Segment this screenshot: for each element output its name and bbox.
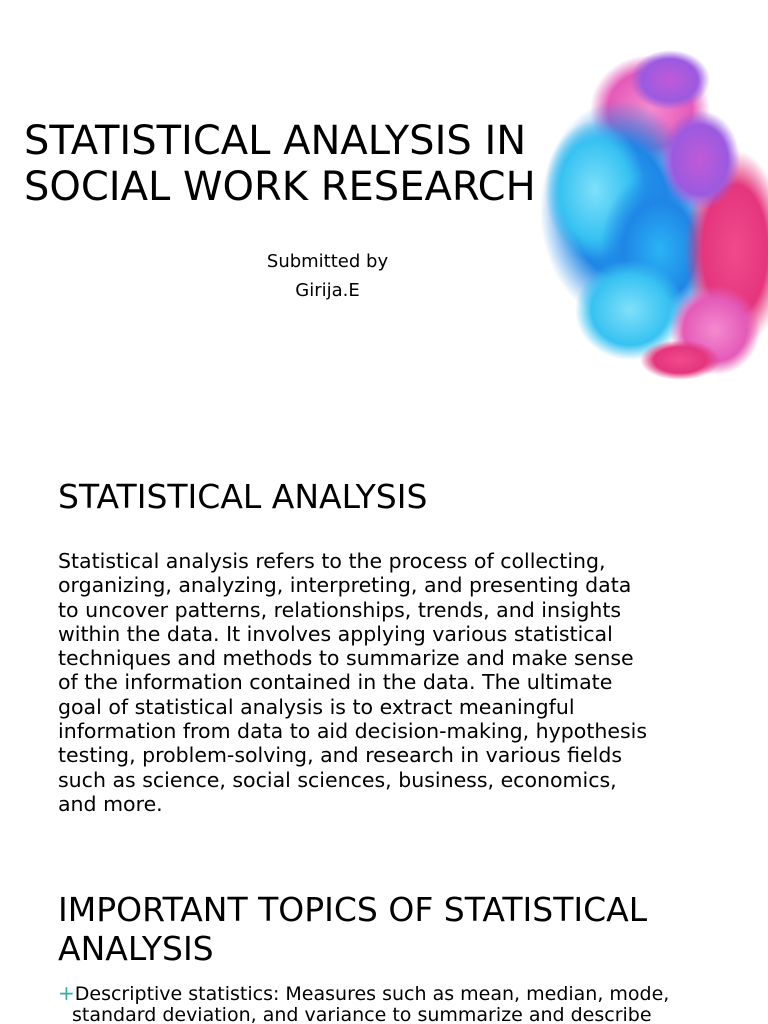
author-name: Girija.E <box>295 280 360 301</box>
paragraph-line: organizing, analyzing, interpreting, and presenting data <box>58 573 632 598</box>
paragraph-line: goal of statistical analysis is to extract meaningful <box>58 694 575 719</box>
ink-cloud-image <box>540 40 768 380</box>
title-slide <box>0 0 768 430</box>
bullet-line-2: standard deviation, and variance to summarize and describe <box>72 1004 652 1024</box>
paragraph-line: to uncover patterns, relationships, trends, and insights <box>58 597 622 622</box>
paragraph-line: within the data. It involves applying various statistical <box>58 621 613 646</box>
heading-line-1: IMPORTANT TOPICS OF STATISTICAL <box>58 890 648 929</box>
slide-title-line-1: STATISTICAL ANALYSIS IN <box>24 118 527 164</box>
slide-title-line-2: SOCIAL WORK RESEARCH <box>24 164 536 210</box>
paragraph-line: testing, problem-solving, and research in various fields <box>58 743 623 768</box>
paragraph-line: such as science, social sciences, business, economics, <box>58 767 617 792</box>
submitted-by-label: Submitted by <box>266 251 389 272</box>
definition-paragraph <box>58 549 738 816</box>
list-item <box>58 983 758 1024</box>
paragraph-line: of the information contained in the data. The ultimate <box>58 670 613 695</box>
paragraph-line: and more. <box>58 791 163 816</box>
heading-line-2: ANALYSIS <box>58 929 214 968</box>
section-heading <box>58 890 647 968</box>
plus-bullet-icon: + <box>58 981 75 1005</box>
bullet-line-1 <box>58 983 758 1005</box>
section-heading: STATISTICAL ANALYSIS <box>58 477 428 516</box>
slide-title <box>24 118 624 210</box>
paragraph-line: techniques and methods to summarize and make sense <box>58 646 634 671</box>
paragraph-line: Statistical analysis refers to the process of collecting, <box>58 549 606 573</box>
bullet-text: Descriptive statistics: Measures such as mean, median, mode, <box>74 983 670 1005</box>
topics-slide <box>0 860 768 1024</box>
definition-slide <box>0 430 768 860</box>
paragraph-line: information from data to aid decision-making, hypothesis <box>58 719 648 744</box>
slide-subtitle <box>200 247 455 305</box>
